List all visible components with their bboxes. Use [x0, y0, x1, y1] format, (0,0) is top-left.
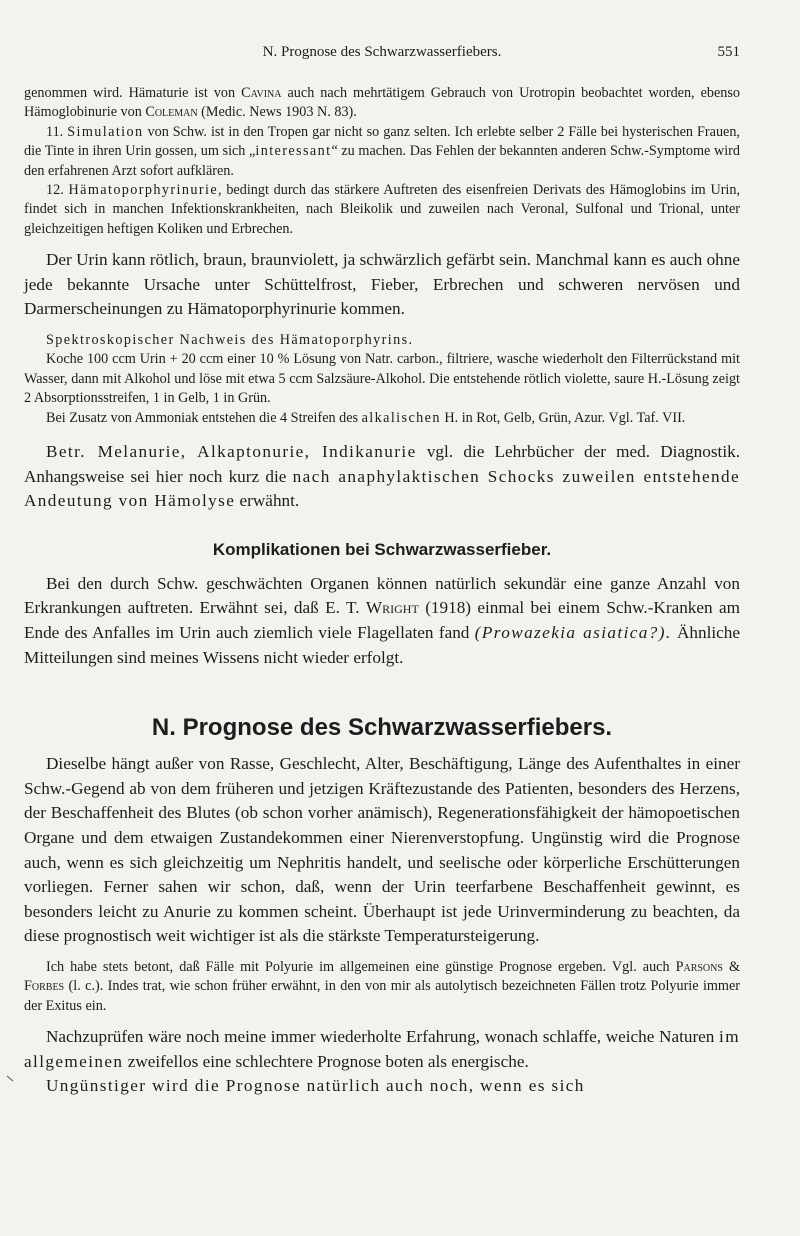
paragraph-spectroscopic-method: Koche 100 ccm Urin + 20 ccm einer 10 % Lösung von Natr. carbon., filtriere, wasche wiederholt den Filterrückstand mit Wasser, dann mit Alkohol und löse mit etwa 5 ccm Salzsäure-Alkohol. Die entstehende rötlich violette, saure H.-Lösung zeigt 2 Absorptionsstreifen, 1 in Gelb, 1 in Grün.: [24, 351, 740, 407]
spaced-term: im allgemeinen: [24, 1027, 740, 1071]
paragraph-prognosis: Dieselbe hängt außer von Rasse, Geschlecht, Alter, Beschäftigung, Länge des Aufenthaltes in einer Schw.-Gegend ab von dem früheren und jetzigen Kräftezustande des Patienten, besonders des Herzens, der Beschaffenheit des Blutes (ob schon vorher anämisch), Regenerationsfähigkeit der hämopoetischen Organe und dem etwaigen Zustandekommen einer Nierenverstopfung. Ungünstig wird die Prognose auch, wenn es sich gleichzeitig um Nephritis handelt, und seelische oder körperliche Erschütterungen vorliegen. Ferner sahen wir schon, daß, wenn der Urin teerfarbene Beschaffenheit gewinnt, es besonders leicht zu Anurie zu kommen scheint. Überhaupt ist jede Urinverminderung zu beachten, da diese prognostisch weit wichtiger ist als die stärkste Temperatursteigerung.: [24, 754, 740, 946]
paragraph-polyuria: Ich habe stets betont, daß Fälle mit Polyurie im allgemeinen eine günstige Prognose ergeben. Vgl. auch Parsons & Forbes (l. c.). Indes trat, wie schon früher erwähnt, in den von mir als autolytisch bezeichneten Fällen trotz Polyurie immer der Exitus ein.: [24, 958, 740, 1014]
page-number: 551: [717, 44, 740, 60]
spaced-term: Hämatoporphyrinurie: [68, 182, 219, 199]
author-name: Cavina: [241, 85, 282, 101]
spaced-term: nach anaphylaktischen Schocks zuweilen entstehende Andeutung von Hämolyse: [24, 466, 740, 511]
paragraph-complications: Bei den durch Schw. geschwächten Organen können natürlich sekundär eine ganze Anzahl von Erkrankungen auftreten. Erwähnt sei, daß E. T. Wright (1918) einmal bei einem Schw.-Kranken am Ende des Anfalles im Urin auch ziemlich viele Flagellaten fand (Prowazekia asiatica?). Ähnliche Mitteilungen sind meines Wissens nicht wieder erfolgt.: [24, 573, 740, 667]
paragraph-hematoporphyrinuria: 12. Hämatoporphyrinurie, bedingt durch das stärkere Auftreten des eisenfreien Derivats des Hämoglobins im Urin, findet sich in manchen Infektionskrankheiten, nach Bleikolik und zuweilen nach Veronal, Sulfonal und Trional, unter gleichzeitigen heftigen Koliken und Erbrechen.: [24, 182, 741, 237]
paragraph-simulation: 11. Simulation von Schw. ist in den Tropen gar nicht so ganz selten. Ich erlebte selber 2 Fälle bei hysterischen Frauen, die Tinte in ihren Urin gossen, um sich „interessant“ zu machen. Das Fehlen der bekannten anderen Schw.-Symptome wird den erfahrenen Arzt sofort aufklären.: [24, 123, 740, 179]
paragraph-temperament: Nachzuprüfen wäre noch meine immer wiederholte Erfahrung, wonach schlaffe, weiche Naturen im allgemeinen zweifellos eine schlechtere Prognose boten als energische.: [24, 1027, 740, 1071]
paragraph-melanuria: Betr. Melanurie, Alkaptonurie, Indikanurie vgl. die Lehrbücher der med. Diagnostik. Anhangsweise sei hier noch kurz die nach anaphylaktischen Schocks zuweilen entstehende Andeutung von Hämolyse erwähnt.: [24, 442, 740, 511]
page-header: [24, 44, 740, 66]
spaced-term: alkalischen: [361, 409, 441, 426]
paragraph-hematuria: genommen wird. Hämaturie ist von Cavina auch nach mehrtätigem Gebrauch von Urotropin beobachtet worden, ebenso Hämoglobinurie von Coleman (Medic. News 1903 N. 83).: [24, 85, 740, 121]
paragraph-unfavorable: Ungünstiger wird die Prognose natürlich auch noch, wenn es sich: [46, 1076, 585, 1096]
author-name: Parsons: [675, 958, 723, 975]
author-name: Forbes: [24, 978, 65, 995]
spaced-term: Betr. Melanurie, Alkaptonurie, Indikanurie: [46, 442, 417, 462]
paragraph-urine-color: Der Urin kann rötlich, braun, braunviolett, ja schwärzlich gefärbt sein. Manchmal kann es auch ohne jede bekannte Ursache unter Schüttelfrost, Fieber, Erbrechen und schweren nervösen und Darmerscheinungen zu Hämatoporphyrinurie kommen.: [24, 250, 740, 319]
section-heading: N. Prognose des Schwarzwasserfiebers.: [151, 714, 613, 742]
species-name: (Prowazekia asiatica?).: [474, 623, 672, 643]
spaced-term: Simulation: [67, 123, 144, 140]
author-name: Coleman: [145, 104, 198, 121]
paragraph-spectroscopic-heading: Spektroskopischer Nachweis des Hämatoporphyrins.: [46, 332, 414, 349]
spaced-term: interessant: [255, 143, 332, 160]
running-head: N. Prognose des Schwarzwasserfiebers.: [262, 44, 502, 60]
paragraph-ammonia: Bei Zusatz von Ammoniak entstehen die 4 Streifen des alkalischen H. in Rot, Gelb, Grün, Azur. Vgl. Taf. VII.: [46, 409, 686, 426]
subheading-complications: Komplikationen bei Schwarzwasserfieber.: [212, 539, 552, 559]
author-name: Wright: [365, 598, 419, 618]
margin-mark: [7, 1076, 14, 1082]
page-body: [24, 84, 740, 1099]
